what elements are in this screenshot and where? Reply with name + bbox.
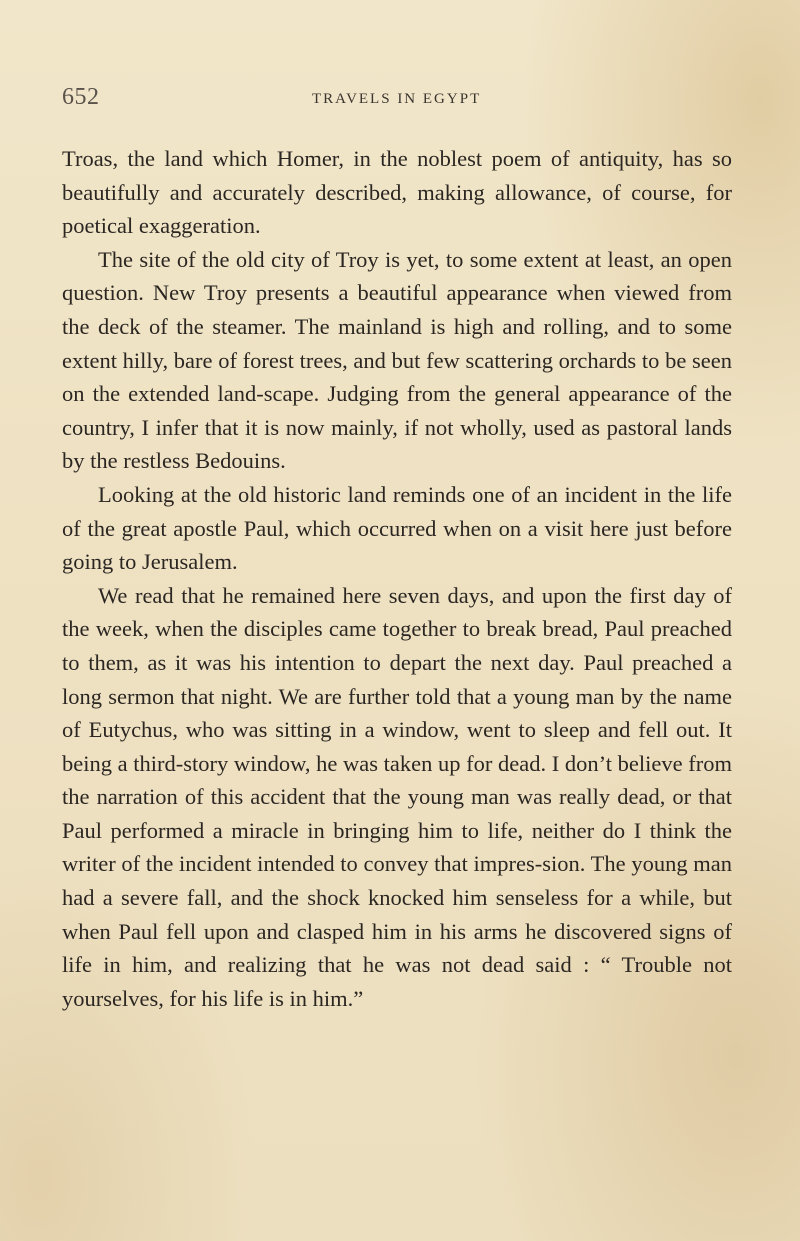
page-header bbox=[62, 84, 722, 114]
body-text bbox=[62, 142, 732, 1015]
running-title: TRAVELS IN EGYPT bbox=[312, 91, 482, 107]
paragraph-paul-incident: Looking at the old historic land reminds one of an incident in the life of the great apostle Paul, which occurred when on a visit here just before going to Jerusalem. bbox=[62, 481, 732, 575]
page-number: 652 bbox=[62, 84, 100, 110]
paragraph-troy: The site of the old city of Troy is yet, to some extent at least, an open question. New Troy presents a beautiful appearance when viewed from the deck of the steamer. The mainland is high and rolling, and to some extent hilly, bare of forest trees, and but few scattering orchards to be seen on the extended land-scape. Judging from the general appearance of the country, I infer that it is now mainly, if not wholly, used as pastoral lands by the restless Bedouins. bbox=[62, 246, 732, 474]
paragraph-eutychus: We read that he remained here seven days, and upon the first day of the week, when the disciples came together to break bread, Paul preached to them, as it was his intention to depart the next day. Paul preached a long sermon that night. We are further told that a young man by the name of Eutychus, who was sitting in a window, went to sleep and fell out. It being a third-story window, he was taken up for dead. I don’t believe from the narration of this accident that the young man was really dead, or that Paul performed a miracle in bringing him to life, neither do I think the writer of the incident intended to convey that impres-sion. The young man had a severe fall, and the shock knocked him senseless for a while, but when Paul fell upon and clasped him in his arms he discovered signs of life in him, and realizing that he was not dead said : “ Trouble not yourselves, for his life is in him.” bbox=[62, 582, 732, 1011]
paragraph-troas: Troas, the land which Homer, in the noblest poem of antiquity, has so beautifully and accurately described, making allowance, of course, for poetical exaggeration. bbox=[62, 146, 732, 239]
